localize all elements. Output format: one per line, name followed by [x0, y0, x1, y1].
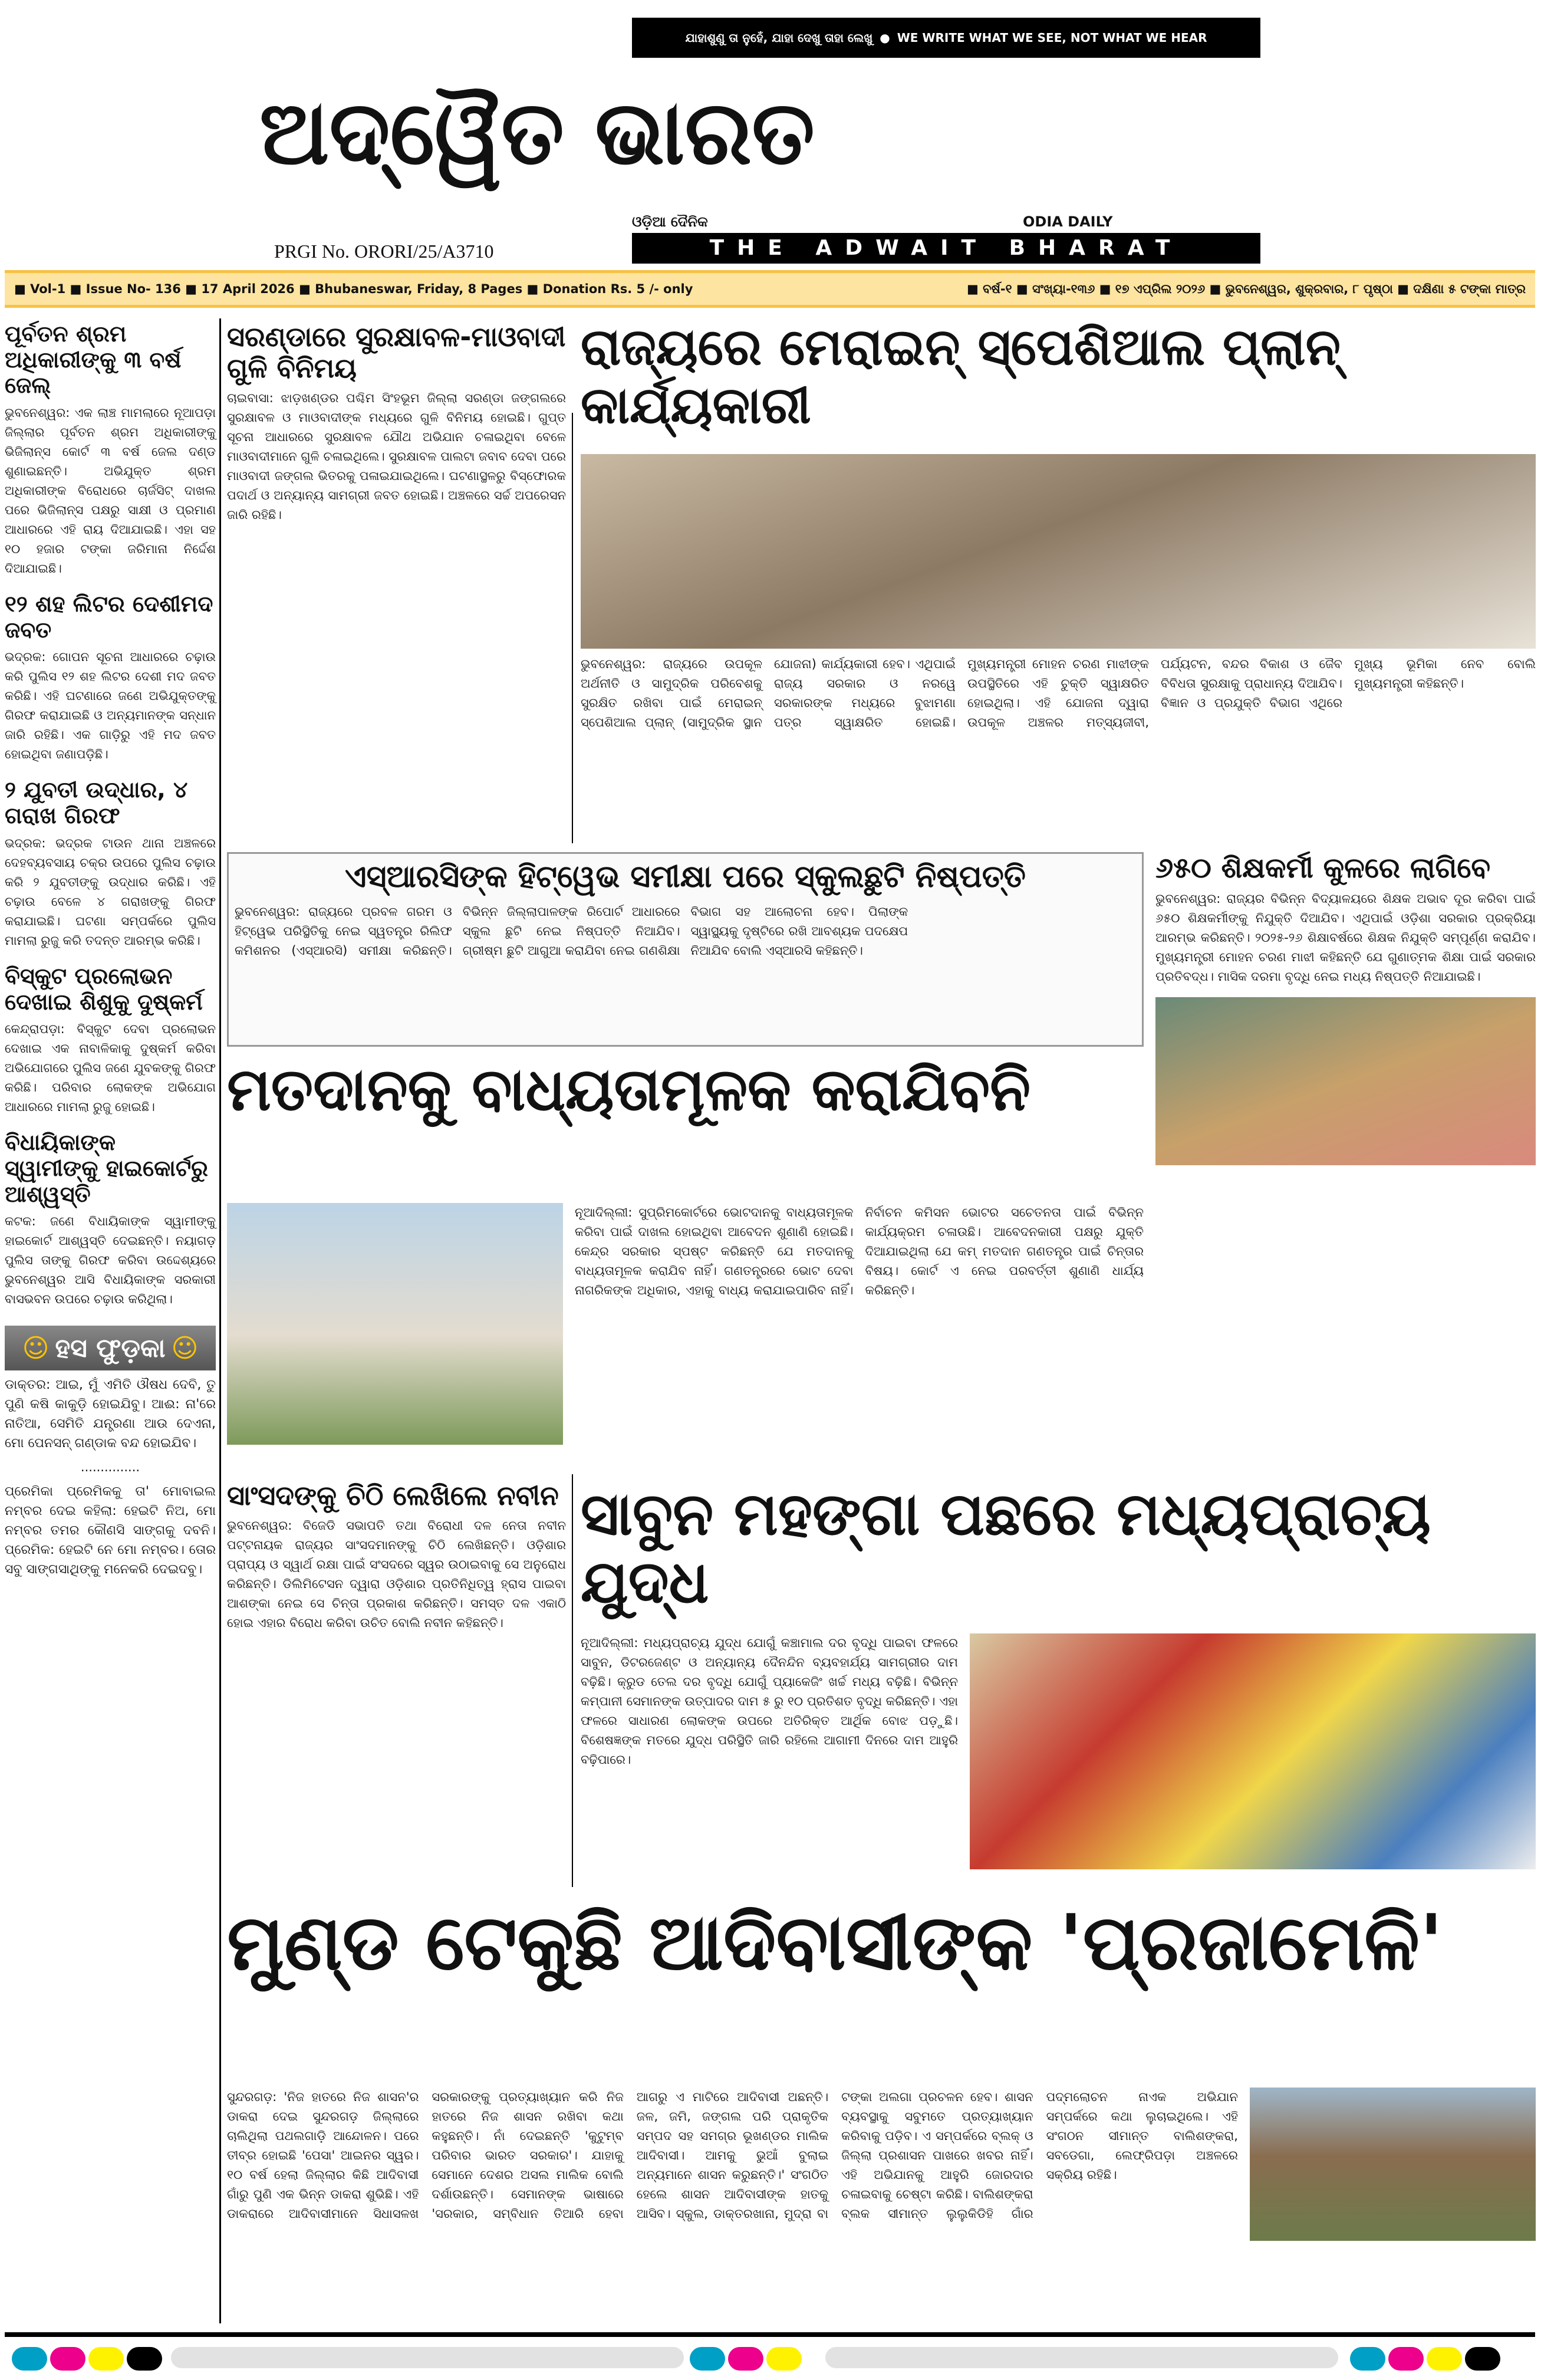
- left-column: [5, 321, 216, 1579]
- soap-shelf-photo: [970, 1633, 1536, 1869]
- humor-title: ହସ ଫୁଡ଼କା: [55, 1333, 166, 1363]
- story-body: ଭଦ୍ରକ: ଭଦ୍ରକ ଟାଉନ ଥାନା ଅଞ୍ଚଳରେ ଦେହବ୍ୟବସାୟ ଚକ୍ର ଉପରେ ପୁଲିସ ଚଢ଼ାଉ କରି ୨ ଯୁବତୀଙ୍କୁ ଉଦ୍ଧାର କରିଛି। ଏହି ଚଢ଼ାଉ ବେଳେ ୪ ଗରାଖଙ୍କୁ ଗିରଫ କରାଯାଇଛି। ଘଟଣା ସମ୍ପର୍କରେ ପୁଲିସ ମାମଲା ରୁଜୁ କରି ତଦନ୍ତ ଆରମ୍ଭ କରିଛି।: [5, 836, 216, 948]
- bottom-rule: [5, 2332, 1535, 2337]
- lead-headline: ରାଜ୍ୟରେ ମେରାଇନ୍ ସ୍ପେଶିଆଲ ପ୍ଲାନ୍ କାର୍ଯ୍ୟକାରୀ: [581, 318, 1341, 435]
- story-body: ସୁନ୍ଦରଗଡ଼: 'ନିଜ ହାତରେ ନିଜ ଶାସନ'ର ଡାକରା ଦେଇ ସୁନ୍ଦରଗଡ଼ ଜିଲ୍ଲାରେ ଚାଲିଥିଲା ପଥଲଗାଡ଼ି ଆନ୍ଦୋଳନ। ପରେ ତୀବ୍ର ହୋଇଛି 'ପେସା' ଆଇନର ସ୍ୱର। ୧୦ ବର୍ଷ ହେଲା ଜିଲ୍ଲାର କିଛି ଆଦିବାସୀ ଗାଁରୁ ପୁଣି ଏକ ଭିନ୍ନ ଡାକରା ଶୁଭିଛି। ଏହି ଡାକରାରେ ଆଦିବାସୀମାନେ ସିଧାସଳଖ ସରକାରଙ୍କୁ ପ୍ରତ୍ୟାଖ୍ୟାନ କରି ନିଜ ହାତରେ ନିଜ ଶାସନ ରଖିବା କଥା କହୁଛନ୍ତି। ନାଁ ଦେଇଛନ୍ତି 'କୁଟୁମ୍ବ ପରିବାର ଭାରତ ସରକାର'। ଯାହାକୁ ସେମାନେ ଦେଶର ଅସଲ ମାଲିକ ବୋଲି ଦର୍ଶାଉଛନ୍ତି। ସେମାନଙ୍କ ଭାଷାରେ 'ସରକାର, ସମ୍ବିଧାନ ତିଆରି ହେବା ଆଗରୁ ଏ ମାଟିରେ ଆଦିବାସୀ ଅଛନ୍ତି। ଜଳ, ଜମି, ଜଙ୍ଗଲ ପରି ପ୍ରାକୃତିକ ସମ୍ପଦ ସହ ସମଗ୍ର ଭୂଖଣ୍ଡର ମାଲିକ ଆଦିବାସୀ। ଆମକୁ ଭୁଆଁ ବୁଲାଇ ଅନ୍ୟମାନେ ଶାସନ କରୁଛନ୍ତି।' ସଂଗଠିତ ହେଲେ ଶାସନ ଆଦିବାସୀଙ୍କ ହାତକୁ ଆସିବ। ସ୍କୁଲ, ଡାକ୍ତରଖାନା, ମୁଦ୍ରା ବା ଟଙ୍କା ଅଲଗା ପ୍ରଚଳନ ହେବ। ଶାସନ ବ୍ୟବସ୍ଥାକୁ ସବୁମତେ ପ୍ରତ୍ୟାଖ୍ୟାନ କରିବାକୁ ପଡ଼ିବ। ଏ ସମ୍ପର୍କରେ ବ୍ଲକ୍ ଓ ଜିଲ୍ଲା ପ୍ରଶାସନ ପାଖରେ ଖବର ନାହିଁ। ଏହି ଅଭିଯାନକୁ ଆହୁରି ଜୋରଦାର ଚଳାଇବାକୁ ଚେଷ୍ଟା କରିଛି। ବାଲିଶଙ୍କରା ବ୍ଲକ ସୀମାନ୍ତ ଲୁଲୁକିଡିହି ଗାଁର ପଦ୍ମଲୋଚନ ନାଏକ ଅଭିଯାନ ସମ୍ପର୍କରେ କଥା ଲୁଚାଇଥିଲେ। ଏହି ସଂଗଠନ ସୀମାନ୍ତ ବାଲିଶଙ୍କରା, ସବଡେଗା, ଲେଫ୍ରିପଡ଼ା ଅଞ୍ଚଳରେ ସକ୍ରିୟ ରହିଛି।: [227, 2090, 1238, 2221]
- classroom-photo: [1155, 997, 1536, 1165]
- story-body: ଭୁବନେଶ୍ୱର: ରାଜ୍ୟର ବିଭିନ୍ନ ବିଦ୍ୟାଳୟରେ ଶିକ୍ଷକ ଅଭାବ ଦୂର କରିବା ପାଇଁ ୬୫୦ ଶିକ୍ଷକର୍ମୀଙ୍କୁ ନିଯୁକ୍ତି ଦିଆଯିବ। ଏଥିପାଇଁ ଓଡ଼ିଶା ସରକାର ପ୍ରକ୍ରିୟା ଆରମ୍ଭ କରିଛନ୍ତି। ୨୦୨୫-୨୬ ଶିକ୍ଷାବର୍ଷରେ ଶିକ୍ଷକ ନିଯୁକ୍ତି ସମ୍ପୂର୍ଣ୍ଣ କରାଯିବ। ମୁଖ୍ୟମନ୍ତ୍ରୀ ମୋହନ ଚରଣ ମାଝୀ କହିଛନ୍ତି ଯେ ଗୁଣାତ୍ମକ ଶିକ୍ଷା ପାଇଁ ସରକାର ପ୍ରତିବଦ୍ଧ। ମାସିକ ଦରମା ବୃଦ୍ଧି ନେଇ ମଧ୍ୟ ନିଷ୍ପତ୍ତି ନିଆଯାଇଛି।: [1155, 892, 1536, 984]
- story-body: ଚାଇବାସା: ଝାଡ଼ଖଣ୍ଡର ପଶ୍ଚିମ ସିଂହଭୂମ ଜିଲ୍ଲା ସରଣ୍ଡା ଜଙ୍ଗଲରେ ସୁରକ୍ଷାବଳ ଓ ମାଓବାଦୀଙ୍କ ମଧ୍ୟରେ ଗୁଳି ବିନିମୟ ହୋଇଛି। ଗୁପ୍ତ ସୂଚନା ଆଧାରରେ ସୁରକ୍ଷାବଳ ଯୌଥ ଅଭିଯାନ ଚଳାଇଥିବା ବେଳେ ମାଓବାଦୀମାନେ ଗୁଳି ଚଳାଇଥିଲେ। ସୁରକ୍ଷାବଳ ପାଲଟା ଜବାବ ଦେବା ପରେ ମାଓବାଦୀ ଜଙ୍ଗଲ ଭିତରକୁ ପଳାଇଯାଇଥିଲେ। ଘଟଣାସ୍ଥଳରୁ ବିସ୍ଫୋରକ ପଦାର୍ଥ ଓ ଅନ୍ୟାନ୍ୟ ସାମଗ୍ରୀ ଜବତ ହୋଇଛି। ଅଞ୍ଚଳରେ ସର୍ଚ୍ଚ ଅପରେସନ ଜାରି ରହିଛି।: [227, 390, 566, 522]
- story-headline: ଏସ୍ଆରସିଙ୍କ ହିଟ୍‌ୱେଭ ସମୀକ୍ଷା ପରେ ସ୍କୁଲଛୁଟି ନିଷ୍ପତ୍ତି: [345, 859, 1026, 895]
- registration-mark: [766, 2347, 802, 2371]
- story-body: କେନ୍ଦ୍ରାପଡ଼ା: ବିସ୍କୁଟ ଦେବା ପ୍ରଲୋଭନ ଦେଖାଇ ଏକ ନାବାଳିକାକୁ ଦୁଷ୍କର୍ମ କରିବା ଅଭିଯୋଗରେ ପୁଲିସ ଜଣେ ଯୁବକଙ୍କୁ ଗିରଫ କରିଛି। ପରିବାର ଲୋକଙ୍କ ଅଭିଯୋଗ ଆଧାରରେ ମାମଲା ରୁଜୁ ହୋଇଛି।: [5, 1022, 216, 1115]
- registration-mark: [1350, 2347, 1385, 2371]
- registration-mark: [1427, 2347, 1462, 2371]
- story-body: ନୂଆଦିଲ୍ଲୀ: ସୁପ୍ରିମକୋର୍ଟରେ ଭୋଟଦାନକୁ ବାଧ୍ୟତାମୂଳକ କରିବା ପାଇଁ ଦାଖଲ ହୋଇଥିବା ଆବେଦନ ଶୁଣାଣି ହୋଇଛି। କେନ୍ଦ୍ର ସରକାର ସ୍ପଷ୍ଟ କରିଛନ୍ତି ଯେ ମତଦାନକୁ ବାଧ୍ୟତାମୂଳକ କରାଯିବ ନାହିଁ। ଗଣତନ୍ତ୍ରରେ ଭୋଟ ଦେବା ନାଗରିକଙ୍କ ଅଧିକାର, ଏହାକୁ ବାଧ୍ୟ କରାଯାଇପାରିବ ନାହିଁ। ନିର୍ବାଚନ କମିସନ ଭୋଟର ସଚେତନତା ପାଇଁ ବିଭିନ୍ନ କାର୍ଯ୍ୟକ୍ରମ ଚଳାଉଛି। ଆବେଦନକାରୀ ପକ୍ଷରୁ ଯୁକ୍ତି ଦିଆଯାଇଥିଲା ଯେ କମ୍ ମତଦାନ ଗଣତନ୍ତ୍ର ପାଇଁ ଚିନ୍ତାର ବିଷୟ। କୋର୍ଟ ଏ ନେଇ ପରବର୍ତ୍ତୀ ଶୁଣାଣି ଧାର୍ଯ୍ୟ କରିଛନ୍ତି।: [575, 1205, 1144, 1297]
- joke: ଡାକ୍ତର: ଆଇ, ମୁଁ ଏମିତି ଔଷଧ ଦେବି, ତୁ ପୁଣି କଷି କାକୁଡ଼ି ହୋଇଯିବୁ। ଆଈ: ନା'ରେ ନାତିଆ, ସେମିତି ଯନ୍ତ୍ରଣା ଆଉ ଦେଏନା, ମୋ ପେନସନ୍ ଗଣ୍ଡାକ ବନ୍ଦ ହୋଇଯିବ।: [5, 1378, 216, 1451]
- story-maoist: [227, 321, 566, 525]
- story-headline: ବିଧାୟିକାଙ୍କ ସ୍ୱାମୀଙ୍କୁ ହାଇକୋର୍ଟରୁ ଆଶ୍ୱସ୍ତି: [5, 1129, 208, 1207]
- story-headline: ସାଂସଦଙ୍କୁ ଚିଠି ଲେଖିଲେ ନବୀନ: [227, 1480, 559, 1511]
- story-body: ଭଦ୍ରକ: ଗୋପନ ସୂଚନା ଆଧାରରେ ଚଢ଼ାଉ କରି ପୁଲିସ ୧୨ ଶହ ଲିଟର ଦେଶୀ ମଦ ଜବତ କରିଛି। ଏହି ଘଟଣାରେ ଜଣେ ଅଭିଯୁକ୍ତଙ୍କୁ ଗିରଫ କରାଯାଇଛି ଓ ଅନ୍ୟମାନଙ୍କ ସନ୍ଧାନ ଜାରି ରହିଛି। ଏକ ଗାଡ଼ିରୁ ଏହି ମଦ ଜବତ ହୋଇଥିବା ଜଣାପଡ଼ିଛି।: [5, 650, 216, 762]
- registration-mark: [50, 2347, 85, 2371]
- registration-bar: [825, 2347, 1338, 2368]
- registration-mark: [1465, 2347, 1500, 2371]
- bullet: ●: [880, 31, 890, 45]
- english-name-bar: THE ADWAIT BHARAT: [632, 233, 1260, 264]
- registration-mark: [1388, 2347, 1424, 2371]
- tagline-odia: ଯାହାଶୁଣୁ ତା ନୁହେଁ, ଯାହା ଦେଖୁ ତାହା ଲେଖୁ: [685, 31, 873, 45]
- column-divider: [572, 1474, 573, 1887]
- smiley-icon: ☺: [22, 1333, 50, 1363]
- story-body: ଭୁବନେଶ୍ୱର: ରାଜ୍ୟରେ ପ୍ରବଳ ଗରମ ଓ ହିଟ୍‌ୱେଭ ପରିସ୍ଥିତିକୁ ନେଇ ସ୍ୱତନ୍ତ୍ର ରିଲିଫ କମିଶନର (ଏସ୍ଆରସି) ସମୀକ୍ଷା କରିଛନ୍ତି। ବିଭିନ୍ନ ଜିଲ୍ଲାପାଳଙ୍କ ରିପୋର୍ଟ ଆଧାରରେ ସ୍କୁଲ ଛୁଟି ନେଇ ନିଷ୍ପତ୍ତି ନିଆଯିବ। ଗ୍ରୀଷ୍ମ ଛୁଟି ଆଗୁଆ କରାଯିବା ନେଇ ଗଣଶିକ୍ଷା ବିଭାଗ ସହ ଆଲୋଚନା ହେବ। ପିଲାଙ୍କ ସ୍ୱାସ୍ଥ୍ୟକୁ ଦୃଷ୍ଟିରେ ରଖି ଆବଶ୍ୟକ ପଦକ୍ଷେପ ନିଆଯିବ ବୋଲି ଏସ୍ଆରସି କହିଛନ୍ତି।: [235, 904, 908, 958]
- smiley-icon: ☺: [171, 1333, 199, 1363]
- registration-mark: [690, 2347, 725, 2371]
- joke: ପ୍ରେମିକା ପ୍ରେମିକକୁ ତା' ମୋବାଇଲ ନମ୍ବର ଦେଇ କହିଲା: ହେଇଟି ନିଅ, ମୋ ନମ୍ବର ତମର କୌଣସି ସାଙ୍ଗକୁ ଦବନି। ପ୍ରେମିକ: ହେଇଟି ନେ ମୋ ନମ୍ବର। ତୋର ସବୁ ସାଙ୍ଗସାଥିଙ୍କୁ ମନେକରି ଦେଇଦବୁ।: [5, 1484, 216, 1577]
- column-divider: [572, 413, 573, 843]
- story-headline: ସାବୁନ ମହଙ୍ଗା ପଛରେ ମଧ୍ୟପ୍ରାଚ୍ୟ ଯୁଦ୍ଧ: [581, 1480, 1431, 1616]
- tribal-hut-photo: [1250, 2088, 1536, 2241]
- story-headline: ୬୫୦ ଶିକ୍ଷକର୍ମୀ କୁଳରେ ଲାଗିବେ: [1155, 852, 1491, 885]
- odia-daily-odia: ଓଡ଼ିଆ ଦୈନିକ: [632, 213, 708, 230]
- prgi-number: PRGI No. ORORI/25/A3710: [274, 241, 494, 262]
- registration-mark: [728, 2347, 763, 2371]
- story-body: କଟକ: ଜଣେ ବିଧାୟିକାଙ୍କ ସ୍ୱାମୀଙ୍କୁ ହାଇକୋର୍ଟ ଆଶ୍ୱସ୍ତି ଦେଇଛନ୍ତି। ନୟାଗଡ଼ ପୁଲିସ ତାଙ୍କୁ ଗିରଫ କରିବା ଉଦ୍ଦେଶ୍ୟରେ ଭୁବନେଶ୍ୱର ଆସି ବିଧାୟିକାଙ୍କ ସରକାରୀ ବାସଭବନ ଉପରେ ଚଢ଼ାଉ କରିଥିଲା।: [5, 1214, 216, 1307]
- story-headline: ୨ ଯୁବତୀ ଉଦ୍ଧାର, ୪ ଗରାଖ ଗିରଫ: [5, 777, 188, 829]
- registration-mark: [127, 2347, 162, 2371]
- separator: ...............: [80, 1460, 140, 1475]
- dateline-odia: ■ ବର୍ଷ-୧ ■ ସଂଖ୍ୟା-୧୩୬ ■ ୧୭ ଏପ୍ରିଲ ୨୦୨୬ ■ ଭୁବନେଶ୍ୱର, ଶୁକ୍ରବାର, ୮ ପୃଷ୍ଠା ■ ଦକ୍ଷିଣା ୫ ଟଙ୍କା ମାତ୍ର: [966, 281, 1526, 296]
- story-body: ଭୁବନେଶ୍ୱର: ବିଜେଡି ସଭାପତି ତଥା ବିରୋଧୀ ଦଳ ନେତା ନବୀନ ପଟ୍ଟନାୟକ ରାଜ୍ୟର ସାଂସଦମାନଙ୍କୁ ଚିଠି ଲେଖିଛନ୍ତି। ଓଡ଼ିଶାର ପ୍ରାପ୍ୟ ଓ ସ୍ୱାର୍ଥ ରକ୍ଷା ପାଇଁ ସଂସଦରେ ସ୍ୱର ଉଠାଇବାକୁ ସେ ଅନୁରୋଧ କରିଛନ୍ତି। ଡିଲିମିଟେସନ ଦ୍ୱାରା ଓଡ଼ିଶାର ପ୍ରତିନିଧିତ୍ୱ ହ୍ରାସ ପାଇବା ଆଶଙ୍କା ନେଇ ସେ ଚିନ୍ତା ପ୍ରକାଶ କରିଛନ୍ତି। ସମସ୍ତ ଦଳ ଏକାଠି ହୋଇ ଏହାର ବିରୋଧ କରିବା ଉଚିତ ବୋଲି ନବୀନ କହିଛନ୍ତି।: [227, 1518, 566, 1630]
- story-headline: ସରଣ୍ଡାରେ ସୁରକ୍ଷାବଳ-ମାଓବାଦୀ ଗୁଳି ବିନିମୟ: [227, 321, 566, 384]
- newspaper-logo: ଅଦ୍ୱୈତ ଭାରତ: [259, 81, 815, 185]
- story-headline: ବିସ୍କୁଟ ପ୍ରଲୋଭନ ଦେଖାଇ ଶିଶୁକୁ ଦୁଷ୍କର୍ମ: [5, 962, 203, 1015]
- story-headline: ମତଦାନକୁ ବାଧ୍ୟତାମୂଳକ କରାଯିବନି: [227, 1055, 1031, 1124]
- registration-bar: [171, 2347, 684, 2368]
- humor-banner: [5, 1326, 216, 1370]
- column-divider: [219, 318, 221, 2323]
- story-teachers: [1155, 852, 1536, 1165]
- story-naveen: [227, 1480, 566, 1633]
- story-headline: ୧୨ ଶହ ଲିଟର ଦେଶୀମଦ ଜବତ: [5, 591, 213, 643]
- story-headline: ପୂର୍ବତନ ଶ୍ରମ ଅଧିକାରୀଙ୍କୁ ୩ ବର୍ଷ ଜେଲ୍: [5, 321, 182, 399]
- registration-mark: [12, 2347, 47, 2371]
- signing-ceremony-photo: [581, 454, 1536, 649]
- odia-daily-english: ODIA DAILY: [1023, 213, 1113, 230]
- dateline-english: ■ Vol-1 ■ Issue No- 136 ■ 17 April 2026 ■ Bhubaneswar, Friday, 8 Pages ■ Donation Rs. 5 /- only: [14, 282, 693, 296]
- tagline-bar: [632, 18, 1260, 58]
- story-body: ନୂଆଦିଲ୍ଲୀ: ମଧ୍ୟପ୍ରାଚ୍ୟ ଯୁଦ୍ଧ ଯୋଗୁଁ କଞ୍ଚାମାଲ ଦର ବୃଦ୍ଧି ପାଇବା ଫଳରେ ସାବୁନ, ଡିଟରଜେଣ୍ଟ ଓ ଅନ୍ୟାନ୍ୟ ଦୈନନ୍ଦିନ ବ୍ୟବହାର୍ଯ୍ୟ ସାମଗ୍ରୀର ଦାମ ବଢ଼ିଛି। କ୍ରୁଡ ତେଲ ଦର ବୃଦ୍ଧି ଯୋଗୁଁ ପ୍ୟାକେଜିଂ ଖର୍ଚ୍ଚ ମଧ୍ୟ ବଢ଼ିଛି। ବିଭିନ୍ନ କମ୍ପାନୀ ସେମାନଙ୍କ ଉତ୍ପାଦର ଦାମ ୫ ରୁ ୧୦ ପ୍ରତିଶତ ବୃଦ୍ଧି କରିଛନ୍ତି। ଏହା ଫଳରେ ସାଧାରଣ ଲୋକଙ୍କ ଉପରେ ଅତିରିକ୍ତ ଆର୍ଥିକ ବୋଝ ପଡ଼ୁଛି। ବିଶେଷଜ୍ଞଙ୍କ ମତରେ ଯୁଦ୍ଧ ପରିସ୍ଥିତି ଜାରି ରହିଲେ ଆଗାମୀ ଦିନରେ ଦାମ ଆହୁରି ବଢ଼ିପାରେ।: [581, 1636, 958, 1767]
- tagline-english: WE WRITE WHAT WE SEE, NOT WHAT WE HEAR: [897, 31, 1207, 45]
- supreme-court-photo: [227, 1203, 563, 1445]
- story-body: ଭୁବନେଶ୍ୱର: ରାଜ୍ୟରେ ଉପକୂଳ ଅର୍ଥନୀତି ଓ ସାମୁଦ୍ରିକ ପରିବେଶକୁ ସୁରକ୍ଷିତ ରଖିବା ପାଇଁ ମେରାଇନ୍ ସ୍ପେଶିଆଲ ପ୍ଲାନ୍ (ସାମୁଦ୍ରିକ ସ୍ଥାନ ଯୋଜନା) କାର୍ଯ୍ୟକାରୀ ହେବ। ଏଥିପାଇଁ ରାଜ୍ୟ ସରକାର ଓ ନରୱେ ସରକାରଙ୍କ ମଧ୍ୟରେ ବୁଝାମଣା ପତ୍ର ସ୍ୱାକ୍ଷରିତ ହୋଇଛି। ମୁଖ୍ୟମନ୍ତ୍ରୀ ମୋହନ ଚରଣ ମାଝୀଙ୍କ ଉପସ୍ଥିତିରେ ଏହି ଚୁକ୍ତି ସ୍ୱାକ୍ଷରିତ ହୋଇଥିଲା। ଏହି ଯୋଜନା ଦ୍ୱାରା ଉପକୂଳ ଅଞ୍ଚଳର ମତ୍ସ୍ୟଜୀବୀ, ପର୍ଯ୍ୟଟନ, ବନ୍ଦର ବିକାଶ ଓ ଜୈବ ବିବିଧତା ସୁରକ୍ଷାକୁ ପ୍ରାଧାନ୍ୟ ଦିଆଯିବ। ବିଜ୍ଞାନ ଓ ପ୍ରଯୁକ୍ତି ବିଭାଗ ଏଥିରେ ମୁଖ୍ୟ ଭୂମିକା ନେବ ବୋଲି ମୁଖ୍ୟମନ୍ତ୍ରୀ କହିଛନ୍ତି।: [581, 657, 1536, 729]
- registration-mark: [88, 2347, 124, 2371]
- story-headline: ମୁଣ୍ଡ ଟେକୁଛି ଆଦିବାସୀଙ୍କ 'ପ୍ରଜାମେଳି': [227, 1898, 1443, 1987]
- dateline-bar: [5, 270, 1535, 308]
- story-heatwave: [227, 852, 1144, 1047]
- story-body: ଭୁବନେଶ୍ୱର: ଏକ ଲାଞ୍ଚ ମାମଲାରେ ନୂଆପଡ଼ା ଜିଲ୍ଲାର ପୂର୍ବତନ ଶ୍ରମ ଅଧିକାରୀଙ୍କୁ ଭିଜିଲାନ୍ସ କୋର୍ଟ ୩ ବର୍ଷ ଜେଲ ଦଣ୍ଡ ଶୁଣାଇଛନ୍ତି। ଅଭିଯୁକ୍ତ ଶ୍ରମ ଅଧିକାରୀଙ୍କ ବିରୋଧରେ ଚାର୍ଜସିଟ୍ ଦାଖଲ ପରେ ଭିଜିଲାନ୍ସ ପକ୍ଷରୁ ସାକ୍ଷୀ ଓ ପ୍ରମାଣ ଆଧାରରେ ଏହି ରାୟ ଦିଆଯାଇଛି। ଏହା ସହ ୧୦ ହଜାର ଟଙ୍କା ଜରିମାନା ନିର୍ଦ୍ଦେଶ ଦିଆଯାଇଛି।: [5, 406, 216, 576]
